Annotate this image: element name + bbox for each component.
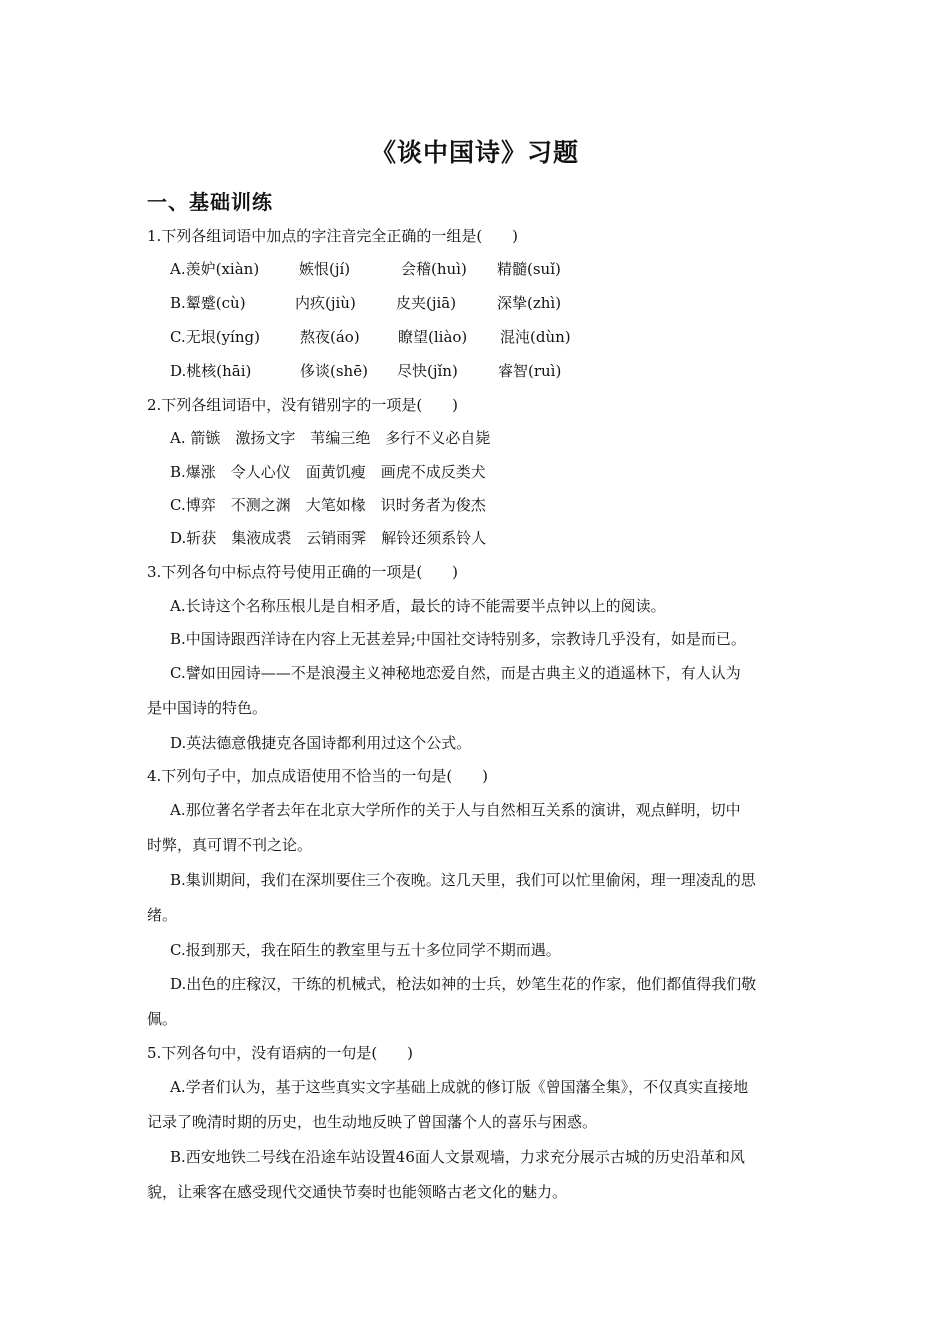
question-2-option-b: B.爆涨 令人心仪 面黄饥瘦 画虎不成反类犬 <box>170 463 486 481</box>
option-word: C.无垠(yíng) <box>170 328 260 346</box>
question-4-option-c: C.报到那天，我在陌生的教室里与五十多位同学不期而遇。 <box>170 941 561 959</box>
option-word: 会稽(huì) <box>401 260 467 278</box>
question-3-option-a: A.长诗这个名称压根儿是自相矛盾，最长的诗不能需要半点钟以上的阅读。 <box>170 597 666 615</box>
option-word: 皮夹(jiā) <box>396 294 457 312</box>
question-5-stem: 5.下列各句中，没有语病的一句是( ) <box>147 1044 414 1062</box>
option-word: A.羡妒(xiàn) <box>170 260 260 278</box>
question-3-option-c: C.譬如田园诗——不是浪漫主义神秘地恋爱自然，而是古典主义的逍遥林下，有人认为 <box>170 664 741 682</box>
option-word: 深挚(zhì) <box>497 294 562 312</box>
question-4-option-a: A.那位著名学者去年在北京大学所作的关于人与自然相互关系的演讲，观点鲜明，切中 <box>170 801 741 819</box>
question-5-option-b: B.西安地铁二号线在沿途车站设置46面人文景观墙，力求充分展示古城的历史沿革和风 <box>170 1148 745 1166</box>
question-4-option-b: B.集训期间，我们在深圳要住三个夜晚。这几天里，我们可以忙里偷闲，理一理凌乱的思 <box>170 871 756 889</box>
question-5-option-b-cont: 貌，让乘客在感受现代交通快节奏时也能领略古老文化的魅力。 <box>147 1183 568 1201</box>
option-word: 睿智(ruì) <box>498 362 562 380</box>
question-4-option-a-cont: 时弊，真可谓不刊之论。 <box>147 836 313 854</box>
question-4-stem: 4.下列句子中，加点成语使用不恰当的一句是( ) <box>147 767 489 785</box>
page-title: 《谈中国诗》习题 <box>370 138 579 167</box>
question-2-stem: 2.下列各组词语中，没有错别字的一项是( ) <box>147 396 459 414</box>
option-word: 瞭望(liào) <box>398 328 468 346</box>
option-word: 精髓(suǐ) <box>497 260 561 278</box>
option-word: 侈谈(shē) <box>300 362 368 380</box>
section-heading: 一、基础训练 <box>147 190 273 214</box>
option-word: 熬夜(áo) <box>300 328 360 346</box>
question-3-option-b: B.中国诗跟西洋诗在内容上无甚差异;中国社交诗特别多，宗教诗几乎没有，如是而已。 <box>170 630 746 648</box>
option-word: 嫉恨(jí) <box>299 260 351 278</box>
question-4-option-d: D.出色的庄稼汉，干练的机械式，枪法如神的士兵，妙笔生花的作家，他们都值得我们敬 <box>170 975 757 993</box>
question-4-option-d-cont: 佩。 <box>147 1010 178 1028</box>
question-3-option-c-cont: 是中国诗的特色。 <box>147 699 268 717</box>
question-4-option-b-cont: 绪。 <box>147 906 178 924</box>
question-2-option-a: A. 箭镞 激扬文字 苇编三绝 多行不义必自毙 <box>170 429 491 447</box>
option-word: B.颦蹙(cù) <box>170 294 246 312</box>
question-3-option-d: D.英法德意俄捷克各国诗都利用过这个公式。 <box>170 734 472 752</box>
option-word: 尽快(jǐn) <box>397 362 458 380</box>
question-3-stem: 3.下列各句中标点符号使用正确的一项是( ) <box>147 563 459 581</box>
option-word: 混沌(dùn) <box>500 328 571 346</box>
option-word: 内疚(jiù) <box>295 294 356 312</box>
question-2-option-d: D.斩获 集液成裘 云销雨霁 解铃还须系铃人 <box>170 529 487 547</box>
question-1-stem: 1.下列各组词语中加点的字注音完全正确的一组是( ) <box>147 227 519 245</box>
option-word: D.桃核(hāi) <box>170 362 252 380</box>
question-5-option-a: A.学者们认为，基于这些真实文字基础上成就的修订版《曾国藩全集》，不仅真实直接地 <box>170 1078 749 1096</box>
question-5-option-a-cont: 记录了晚清时期的历史，也生动地反映了曾国藩个人的喜乐与困惑。 <box>147 1113 598 1131</box>
question-2-option-c: C.博弈 不测之渊 大笔如椽 识时务者为俊杰 <box>170 496 486 514</box>
